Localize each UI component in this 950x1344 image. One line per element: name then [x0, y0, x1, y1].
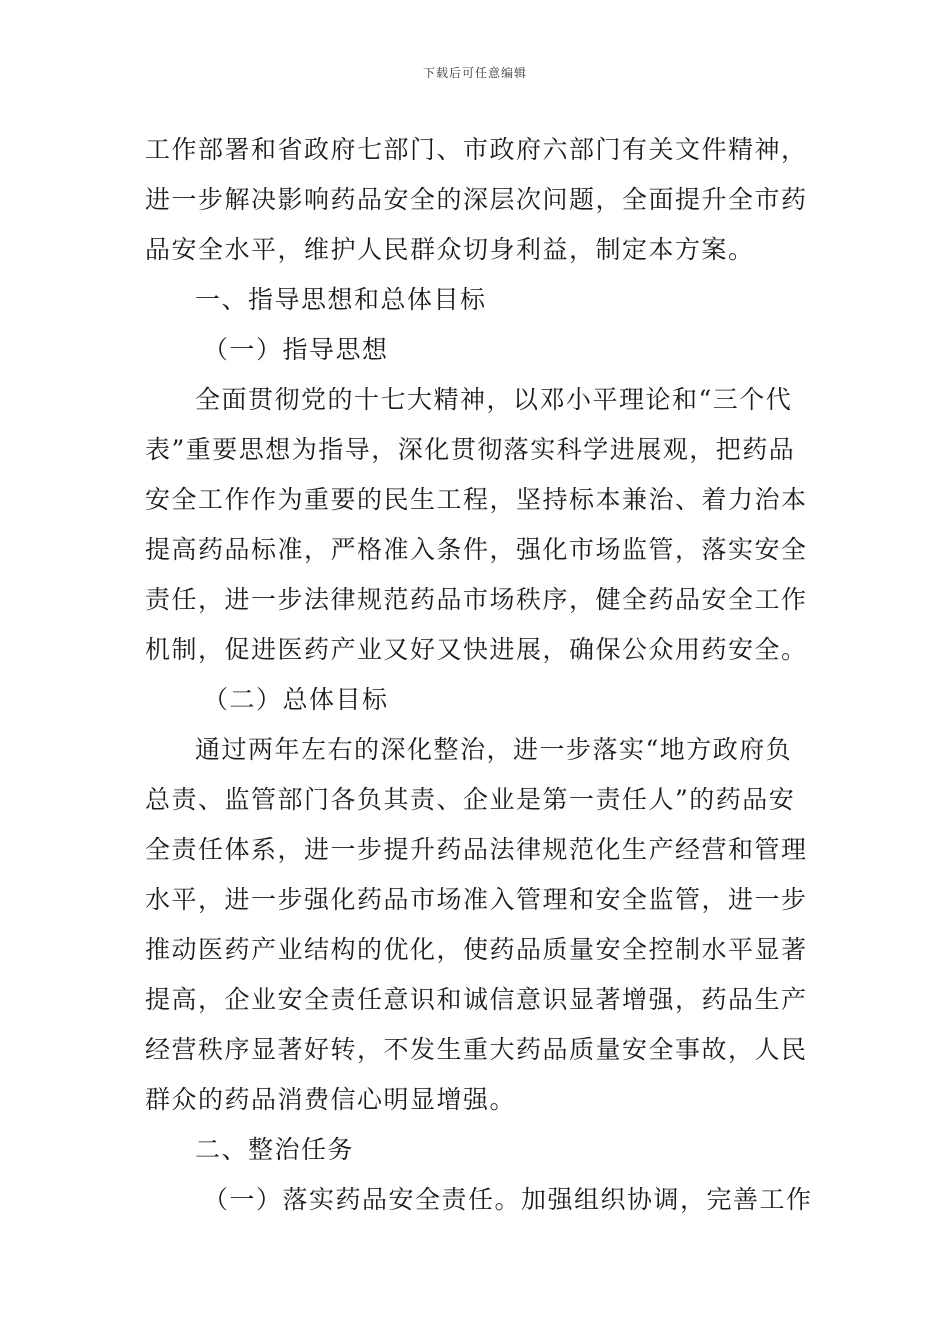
text-line: 进一步解决影响药品安全的深层次问题，全面提升全市药: [145, 185, 808, 214]
text-line: 品安全水平，维护人民群众切身利益，制定本方案。: [145, 235, 755, 264]
text-line: 水平，进一步强化药品市场准入管理和安全监管，进一步: [145, 885, 808, 914]
subsection-heading: （二）总体目标: [203, 685, 389, 714]
text-line: 总责、监管部门各负其责、企业是第一责任人”的药品安: [145, 785, 796, 814]
text-line: （一）落实药品安全责任。加强组织协调，完善工作: [203, 1185, 813, 1214]
text-line: 安全工作作为重要的民生工程，坚持标本兼治、着力治本: [145, 485, 808, 514]
text-line: 表”重要思想为指导，深化贯彻落实科学进展观，把药品: [145, 435, 796, 464]
text-line: 通过两年左右的深化整治，进一步落实“地方政府负: [195, 735, 793, 764]
document-body: [145, 125, 813, 1225]
text-line: 推动医药产业结构的优化，使药品质量安全控制水平显著: [145, 935, 808, 964]
page-header: 下载后可任意编辑: [422, 66, 527, 80]
text-line: 工作部署和省政府七部门、市政府六部门有关文件精神，: [145, 135, 808, 164]
text-line: 提高，企业安全责任意识和诚信意识显著增强，药品生产: [145, 985, 808, 1014]
section-heading: 一、指导思想和总体目标: [195, 285, 487, 314]
text-line: 责任，进一步法律规范药品市场秩序，健全药品安全工作: [145, 585, 808, 614]
text-line: 全责任体系，进一步提升药品法律规范化生产经营和管理: [145, 835, 808, 864]
section-heading: 二、整治任务: [195, 1135, 355, 1164]
text-line: 全面贯彻党的十七大精神，以邓小平理论和“三个代: [195, 385, 793, 414]
text-line: 提高药品标准，严格准入条件，强化市场监管，落实安全: [145, 535, 808, 564]
subsection-heading: （一）指导思想: [203, 335, 389, 364]
text-line: 机制，促进医药产业又好又快进展，确保公众用药安全。: [145, 635, 808, 664]
text-line: 群众的药品消费信心明显增强。: [145, 1085, 517, 1114]
text-line: 经营秩序显著好转，不发生重大药品质量安全事故，人民: [145, 1035, 808, 1064]
